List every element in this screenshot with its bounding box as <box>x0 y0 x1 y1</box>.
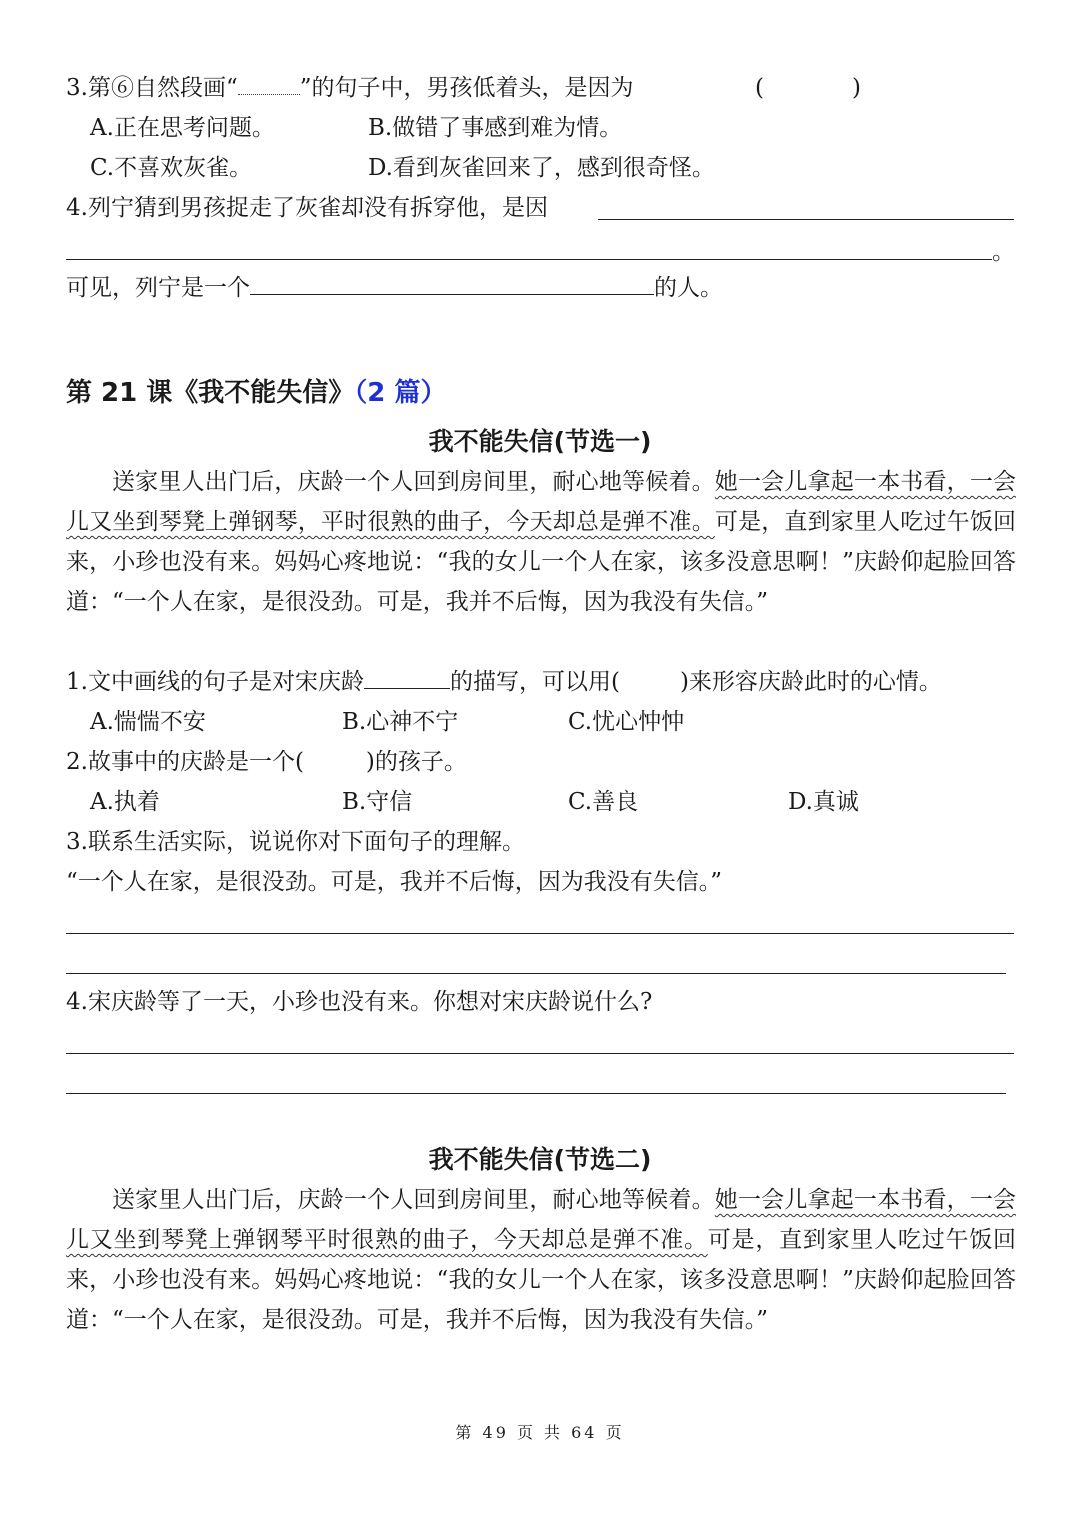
q3-option-c: C.不喜欢灰雀。 <box>90 155 253 181</box>
p1-question-4: 4.宋庆龄等了一天，小珍也没有来。你想对宋庆龄说什么? <box>66 989 653 1015</box>
lesson-title: 第 21 课《我不能失信》（2 篇） <box>66 378 447 408</box>
answer-line[interactable] <box>66 259 992 260</box>
answer-line[interactable] <box>598 219 1014 220</box>
answer-paren-left: ( <box>755 75 764 101</box>
dotted-mark <box>238 72 300 95</box>
q3-option-d: D.看到灰雀回来了，感到很奇怪。 <box>368 155 715 181</box>
p1-question-3: 3.联系生活实际，说说你对下面句子的理解。 <box>66 829 525 855</box>
p1-q2-option-b: B.守信 <box>342 789 413 815</box>
answer-line[interactable] <box>66 1053 1014 1054</box>
p1-q1-option-b: B.心神不宁 <box>342 709 459 735</box>
p1-question-2: 2.故事中的庆龄是一个( )的孩子。 <box>66 749 467 775</box>
p1-question-1: 1.文中画线的句子是对宋庆龄 的描写，可以用( )来形容庆龄此时的心情。 <box>66 662 942 702</box>
answer-line[interactable] <box>66 1093 1006 1094</box>
p1-q2-option-a: A.执着 <box>90 789 160 815</box>
passage-1-text: 送家里人出门后，庆龄一个人回到房间里，耐心地等候着。她一会儿拿起一本书看，一会儿又坐到琴凳上弹钢琴，平时很熟的曲子，今天却总是弹不准。可是，直到家里人吃过午饭回来，小珍也没有来。妈妈心疼地说：“我的女儿一个人在家，该多没意思啊！”庆龄仰起脸回答道：“一个人在家，是很没劲。可是，我并不后悔，因为我没有失信。” <box>66 469 1017 615</box>
question-4: 4.列宁猜到男孩捉走了灰雀却没有拆穿他，是因 <box>66 195 548 221</box>
page-number: 第 49 页 共 64 页 <box>455 1423 625 1442</box>
answer-paren-right: ) <box>852 75 861 101</box>
answer-line[interactable] <box>66 933 1014 934</box>
p1-q2-option-c: C.善良 <box>568 789 639 815</box>
p1-q2-option-d: D.真诚 <box>788 789 859 815</box>
passage-2-title: 我不能失信(节选二) <box>428 1145 652 1174</box>
underlined-sentence: 她一会儿拿起一本书看，一会儿又坐到琴凳上弹钢琴，平时很熟的曲子，今天却总是弹不准。 <box>66 469 1017 535</box>
p1-q1-option-c: C.忧心忡忡 <box>568 709 685 735</box>
answer-line[interactable] <box>66 973 1006 974</box>
answer-blank[interactable] <box>364 666 450 689</box>
passage-1-title: 我不能失信(节选一) <box>428 427 652 456</box>
question-3: 3.第⑥自然段画“ ”的句子中，男孩低着头，是因为 <box>66 68 633 108</box>
p1-q1-option-a: A.惴惴不安 <box>90 709 206 735</box>
underlined-sentence: 她一会儿拿起一本书看，一会儿又坐到琴凳上弹钢琴平时很熟的曲子，今天却总是弹不准。 <box>66 1187 1017 1253</box>
passage-2-text: 送家里人出门后，庆龄一个人回到房间里，耐心地等候着。她一会儿拿起一本书看，一会儿又坐到琴凳上弹钢琴平时很熟的曲子，今天却总是弹不准。可是，直到家里人吃过午饭回来，小珍也没有来。妈妈心疼地说：“我的女儿一个人在家，该多没意思啊！”庆龄仰起脸回答道：“一个人在家，是很没劲。可是，我并不后悔，因为我没有失信。” <box>66 1187 1017 1333</box>
end-mark: 。 <box>992 239 1015 265</box>
q3-option-a: A.正在思考问题。 <box>90 115 275 141</box>
p1-question-3-quote: “一个人在家，是很没劲。可是，我并不后悔，因为我没有失信。” <box>66 869 723 895</box>
q3-option-b: B.做错了事感到难为情。 <box>368 115 623 141</box>
question-4-conclusion: 可见，列宁是一个 的人。 <box>66 268 723 308</box>
answer-blank[interactable] <box>250 270 654 295</box>
